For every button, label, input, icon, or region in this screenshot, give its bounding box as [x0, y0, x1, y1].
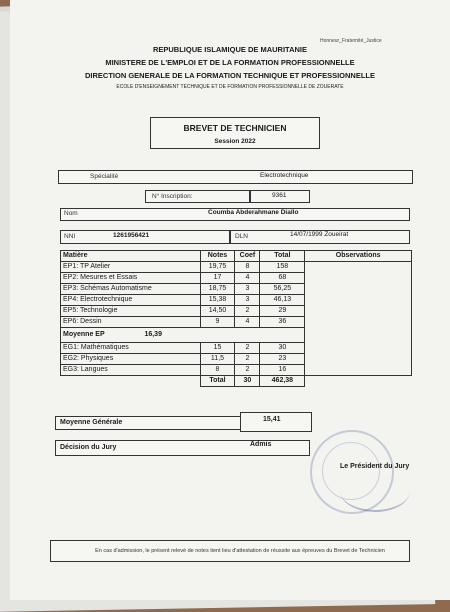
total-coef: 30 — [235, 376, 260, 387]
name-value: Coumba Abderahmane Diallo — [208, 209, 299, 216]
coef-cell: 3 — [235, 284, 260, 295]
moyenne-generale-label: Moyenne Générale — [60, 419, 123, 426]
ministry-heading: MINISTERE DE L'EMPLOI ET DE LA FORMATION PROFESSIONNELLE — [105, 58, 355, 67]
col-notes: Notes — [200, 251, 235, 262]
subject-cell: EP4: Electrotechnique — [61, 295, 201, 306]
subject-cell: EP1: TP Atelier — [61, 262, 201, 273]
table-row — [61, 262, 412, 273]
inscription-label: N° Inscription: — [152, 193, 193, 200]
grades-table — [60, 250, 412, 387]
coef-cell: 4 — [235, 317, 260, 328]
coef-cell: 2 — [235, 365, 260, 376]
president-label: Le Président du Jury — [340, 463, 410, 470]
subject-cell: EP3: Schémas Automatisme — [61, 284, 201, 295]
note-cell: 14,50 — [200, 306, 235, 317]
total-cell: 46,13 — [260, 295, 305, 306]
total-cell: 36 — [260, 317, 305, 328]
moyenne-ep-label: Moyenne EP — [63, 331, 105, 338]
note-cell: 8 — [200, 365, 235, 376]
total-cell: 56,25 — [260, 284, 305, 295]
subject-cell: EG1: Mathématiques — [61, 343, 201, 354]
transcript-document — [10, 0, 450, 600]
subject-cell: EG3: Langues — [61, 365, 201, 376]
coef-cell: 2 — [235, 343, 260, 354]
note-cell: 15,38 — [200, 295, 235, 306]
subject-cell: EG2: Physiques — [61, 354, 201, 365]
total-points: 462,38 — [260, 376, 305, 387]
table-header-row — [61, 251, 412, 262]
speciality-value: Electrotechnique — [260, 172, 309, 179]
note-cell: 17 — [200, 273, 235, 284]
col-observations: Observations — [305, 251, 412, 262]
total-cell: 29 — [260, 306, 305, 317]
signature — [340, 470, 410, 512]
total-cell: 68 — [260, 273, 305, 284]
col-total: Total — [260, 251, 305, 262]
name-label: Nom — [64, 210, 78, 217]
dln-label: DLN — [235, 233, 249, 240]
total-cell: 30 — [260, 343, 305, 354]
republic-heading: REPUBLIQUE ISLAMIQUE DE MAURITANIE — [152, 45, 308, 54]
total-label: Total — [200, 376, 235, 387]
blank-cell — [61, 376, 201, 387]
moyenne-ep-cell — [61, 328, 305, 343]
total-row — [61, 376, 412, 387]
coef-cell: 2 — [235, 306, 260, 317]
total-cell: 158 — [260, 262, 305, 273]
session-label: Session 2022 — [214, 138, 256, 145]
blank-cell — [305, 376, 412, 387]
moyenne-generale-value: 15,41 — [263, 416, 281, 423]
motto: Honneur_Fraternité_Justice — [320, 38, 382, 44]
coef-cell: 4 — [235, 273, 260, 284]
dln-value: 14/07/1999 Zoueirat — [290, 231, 349, 238]
nni-label: NNI — [64, 233, 76, 240]
total-cell: 16 — [260, 365, 305, 376]
note-cell: 18,75 — [200, 284, 235, 295]
subject-cell: EP6: Dessin — [61, 317, 201, 328]
nni-value: 1261956421 — [113, 232, 150, 239]
subject-cell: EP2: Mesures et Essais — [61, 273, 201, 284]
note-cell: 15 — [200, 343, 235, 354]
coef-cell: 2 — [235, 354, 260, 365]
subject-cell: EP5: Technologie — [61, 306, 201, 317]
speciality-label: Spécialité — [90, 173, 119, 180]
note-cell: 9 — [200, 317, 235, 328]
note-cell: 19,75 — [200, 262, 235, 273]
col-matiere: Matière — [61, 251, 201, 262]
total-cell: 23 — [260, 354, 305, 365]
document-title: BREVET DE TECHNICIEN — [183, 123, 287, 133]
coef-cell: 8 — [235, 262, 260, 273]
moyenne-ep-value: 16,39 — [144, 331, 162, 338]
note-cell: 11,5 — [200, 354, 235, 365]
decision-value: Admis — [250, 441, 272, 448]
footer-note: En cas d'admission, le présent relevé de notes tient lieu d'attestation de réussite aux épreuves du Brevet de Technicien — [95, 548, 385, 554]
direction-heading: DIRECTION GENERALE DE LA FORMATION TECHNIQUE ET PROFESSIONNELLE — [84, 71, 375, 80]
col-coef: Coef — [235, 251, 260, 262]
coef-cell: 3 — [235, 295, 260, 306]
decision-label: Décision du Jury — [60, 444, 117, 451]
school-heading: ECOLE D'ENSEIGNEMENT TECHNIQUE ET DE FORMATION PROFESSIONNELLE DE ZOUERATE — [116, 84, 344, 90]
inscription-value: 9361 — [272, 192, 287, 199]
observations-cell — [305, 262, 412, 376]
